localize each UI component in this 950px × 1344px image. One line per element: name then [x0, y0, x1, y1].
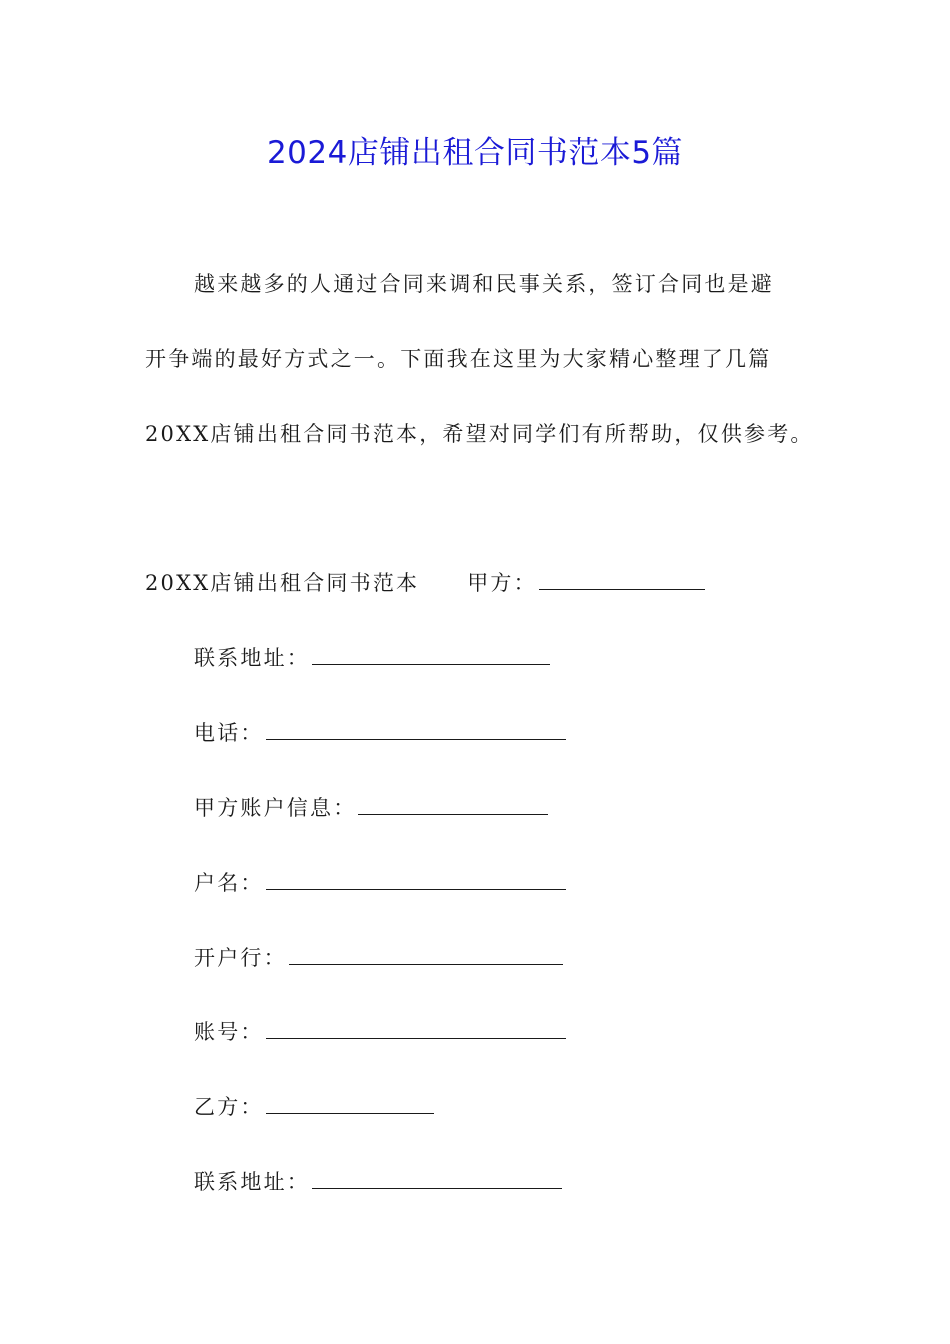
address-b-label: 联系地址：: [194, 1170, 310, 1194]
intro-paragraph-line-1: 越来越多的人通过合同来调和民事关系，签订合同也是避: [194, 272, 774, 296]
phone-blank: [266, 717, 566, 740]
bank-blank: [289, 942, 563, 965]
address-b-blank: [312, 1166, 562, 1189]
field-phone: [194, 715, 566, 751]
party-b-blank: [266, 1091, 434, 1114]
field-bank: [194, 940, 563, 976]
field-party-b: [194, 1089, 434, 1125]
party-a-blank: [539, 567, 705, 590]
account-no-label: 账号：: [194, 1020, 264, 1044]
address-a-label: 联系地址：: [194, 646, 310, 670]
field-address-b: [194, 1164, 562, 1200]
contract-heading-row: [145, 565, 705, 601]
field-account-no: [194, 1014, 566, 1050]
party-b-label: 乙方：: [194, 1095, 264, 1119]
document-title: 2024店铺出租合同书范本5篇: [266, 135, 684, 171]
account-info-blank: [358, 792, 548, 815]
phone-label: 电话：: [194, 721, 264, 745]
address-a-blank: [312, 642, 550, 665]
field-account-info: [194, 790, 548, 826]
intro-paragraph-line-3: 20XX店铺出租合同书范本，希望对同学们有所帮助，仅供参考。: [145, 422, 814, 446]
account-name-blank: [266, 867, 566, 890]
contract-heading: 20XX店铺出租合同书范本: [145, 571, 420, 595]
field-account-name: [194, 865, 566, 901]
intro-paragraph-line-2: 开争端的最好方式之一。下面我在这里为大家精心整理了几篇: [145, 347, 772, 371]
party-a-label: 甲方：: [467, 571, 537, 595]
account-name-label: 户名：: [194, 871, 264, 895]
bank-label: 开户行：: [194, 946, 287, 970]
field-address-a: [194, 640, 550, 676]
account-info-label: 甲方账户信息：: [194, 796, 357, 820]
account-no-blank: [266, 1016, 566, 1039]
